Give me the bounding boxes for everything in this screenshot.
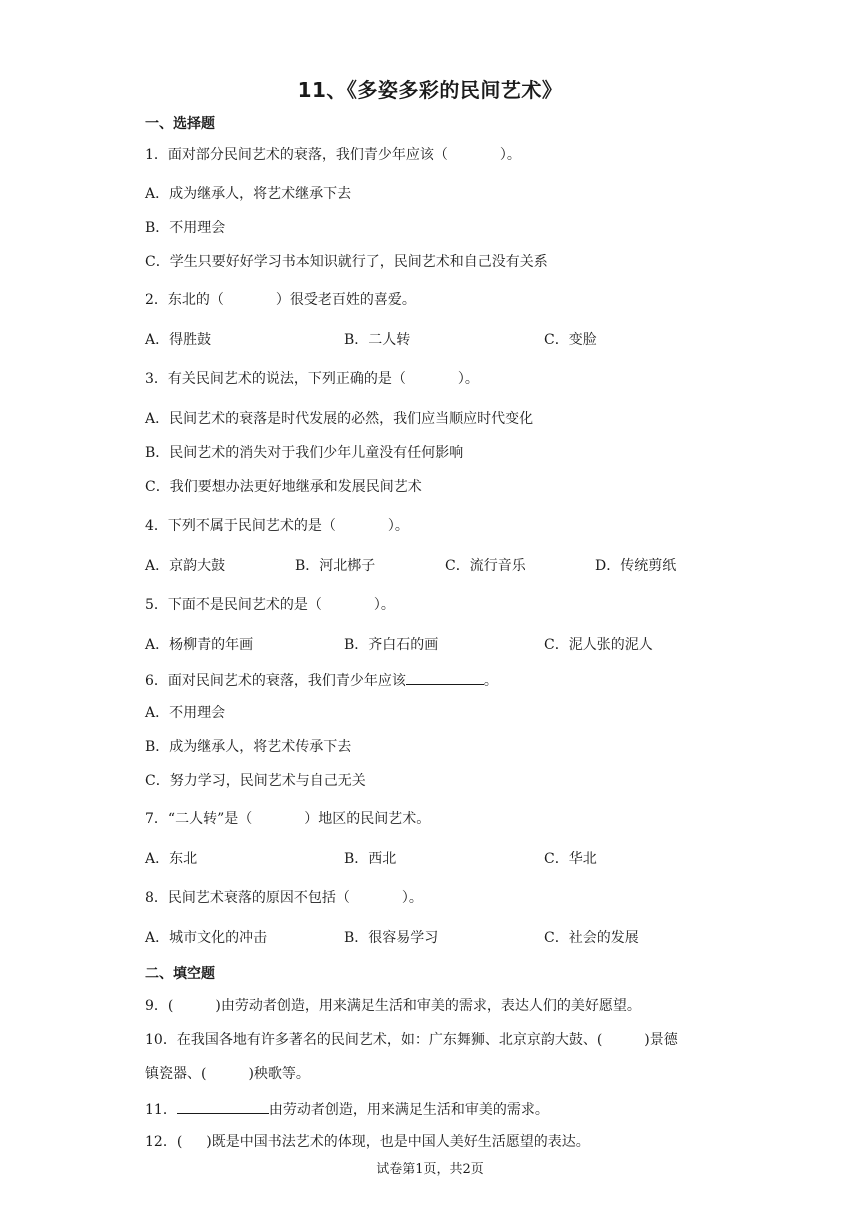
question-stem: 12．(: [145, 1134, 183, 1150]
question-stem: 1．面对部分民间艺术的衰落，我们青少年应该（: [145, 147, 448, 163]
question-10-continued: [145, 1064, 310, 1084]
question-stem-end: ）。: [457, 371, 479, 387]
option: A．成为继承人，将艺术继承下去: [145, 186, 352, 202]
question-stem: 11．: [145, 1102, 177, 1118]
page-title: 11、《多姿多彩的民间艺术》: [297, 78, 563, 102]
section-heading-choice: 一、选择题: [145, 116, 215, 132]
option: A．杨柳青的年画: [145, 637, 254, 653]
question-stem: 2．东北的（: [145, 292, 224, 308]
question-7: [145, 809, 430, 829]
question-10: [145, 1030, 678, 1050]
option: C．华北: [544, 851, 597, 867]
question-4: [145, 516, 409, 536]
option: A．京韵大鼓: [145, 558, 226, 574]
option: A．民间艺术的衰落是时代发展的必然，我们应当顺应时代变化: [145, 411, 534, 427]
question-stem-end: )由劳动者创造，用来满足生活和审美的需求，表达人们的美好愿望。: [215, 998, 641, 1014]
question-stem-end: 。: [483, 673, 498, 689]
section-heading-fill: 二、填空题: [145, 966, 215, 982]
option: C．流行音乐: [445, 558, 526, 574]
option: D．传统剪纸: [595, 558, 677, 574]
page-footer: 试卷第1页，共2页: [376, 1162, 484, 1177]
option: B．不用理会: [145, 220, 226, 236]
answer-blank: [177, 1098, 269, 1114]
question-stem: 9．(: [145, 998, 174, 1014]
option: B．民间艺术的消失对于我们少年儿童没有任何影响: [145, 445, 464, 461]
question-stem: 6．面对民间艺术的衰落，我们青少年应该: [145, 673, 406, 689]
option: A．东北: [145, 851, 198, 867]
question-stem-end: ）。: [373, 597, 395, 613]
question-9: [145, 996, 641, 1016]
question-stem: 4．下列不属于民间艺术的是（: [145, 518, 336, 534]
question-stem: 10．在我国各地有许多著名的民间艺术，如：广东舞狮、北京京韵大鼓、(: [145, 1032, 603, 1048]
question-stem: 7．“二人转”是（: [145, 811, 253, 827]
question-stem-end: )景德: [644, 1032, 678, 1048]
question-stem: 8．民间艺术衰落的原因不包括（: [145, 890, 350, 906]
question-stem-end: ）。: [387, 518, 409, 534]
option: B．二人转: [344, 332, 411, 348]
option: C．学生只要好好学习书本知识就行了，民间艺术和自己没有关系: [145, 254, 548, 270]
question-11: [145, 1098, 549, 1120]
option: B．河北梆子: [295, 558, 376, 574]
question-stem-end: ）。: [499, 147, 521, 163]
question-stem: 5．下面不是民间艺术的是（: [145, 597, 322, 613]
option: B．成为继承人，将艺术传承下去: [145, 739, 352, 755]
question-stem: 3．有关民间艺术的说法，下列正确的是（: [145, 371, 406, 387]
question-1: [145, 145, 521, 165]
question-8: [145, 888, 423, 908]
answer-blank: [406, 669, 484, 685]
option: C．变脸: [544, 332, 597, 348]
question-stem-end: ）地区的民间艺术。: [304, 811, 431, 827]
question-5: [145, 595, 395, 615]
question-stem: 镇瓷器、(: [145, 1066, 207, 1082]
question-6: [145, 669, 498, 691]
option: C．我们要想办法更好地继承和发展民间艺术: [145, 479, 422, 495]
option: C．努力学习，民间艺术与自己无关: [145, 773, 366, 789]
option: C．泥人张的泥人: [544, 637, 653, 653]
question-stem-end: 由劳动者创造，用来满足生活和审美的需求。: [268, 1102, 549, 1118]
question-stem-end: )既是中国书法艺术的体现，也是中国人美好生活愿望的表达。: [206, 1134, 590, 1150]
option: B．齐白石的画: [344, 637, 439, 653]
option: A．得胜鼓: [145, 332, 212, 348]
option: A．不用理会: [145, 705, 226, 721]
question-2: [145, 290, 416, 310]
question-stem-end: ）很受老百姓的喜爱。: [275, 292, 416, 308]
option: C．社会的发展: [544, 930, 639, 946]
question-3: [145, 369, 479, 389]
option: B．西北: [344, 851, 397, 867]
question-12: [145, 1132, 590, 1152]
question-stem-end: )秧歌等。: [248, 1066, 310, 1082]
question-stem-end: ）。: [401, 890, 423, 906]
option: A．城市文化的冲击: [145, 930, 268, 946]
option: B．很容易学习: [344, 930, 439, 946]
